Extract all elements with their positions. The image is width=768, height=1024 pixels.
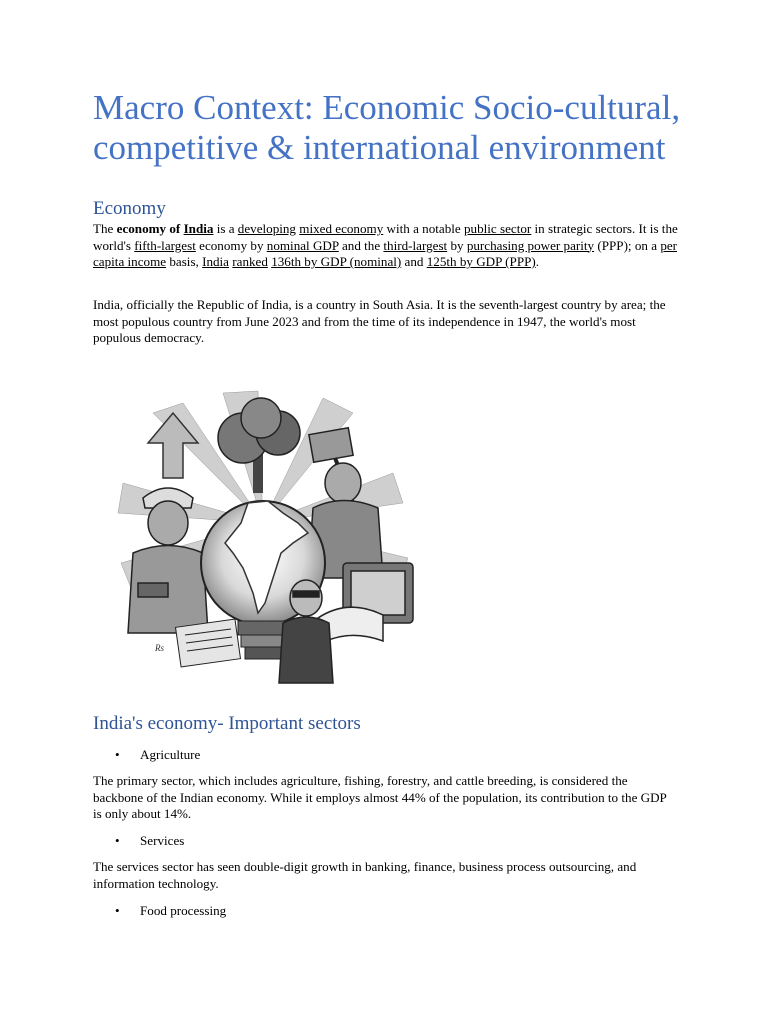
inline-link[interactable]: developing (237, 221, 296, 236)
inline-link[interactable]: India (202, 254, 229, 269)
inline-link[interactable]: India (183, 221, 214, 236)
india-economy-illustration (93, 383, 433, 705)
bullet-label: Food processing (140, 903, 227, 918)
text-run: with a notable (383, 221, 464, 236)
services-paragraph: The services sector has seen double-digit growth in banking, finance, business process outsourcing, and information technology. (93, 859, 637, 891)
inline-link[interactable]: mixed economy (299, 221, 384, 236)
inline-link[interactable]: nominal GDP (266, 237, 339, 253)
economy-paragraph-1 (93, 221, 678, 271)
text-run: and the (338, 237, 384, 253)
bullet-glyph: • (115, 747, 120, 762)
text-run: . (535, 254, 540, 269)
artist-signature: Rs (155, 643, 164, 653)
text-run: and (401, 254, 427, 269)
text-run: basis, (166, 254, 203, 269)
text-run: (PPP); on a (594, 237, 661, 253)
economy-paragraph-2: India, officially the Republic of India, is a country in South Asia. It is the seventh-largest country by area; the most populous country from June 2023 and from the time of its independence in 1947, the world's most populous democracy. (93, 297, 666, 345)
inline-link[interactable]: 125th by GDP (PPP) (426, 254, 536, 269)
text-run: in strategic sectors. It is the world's (93, 221, 678, 253)
inline-link[interactable]: purchasing power parity (466, 237, 595, 253)
inline-link[interactable]: 136th by GDP (nominal) (271, 254, 402, 269)
inline-link[interactable]: third-largest (383, 237, 448, 253)
inline-link[interactable]: public sector (464, 221, 532, 236)
agriculture-paragraph: The primary sector, which includes agriculture, fishing, forestry, and cattle breeding, is considered the backbone of the Indian economy. While it employs almost 44% of the population, its contribution to the GDP is only about 14%. (93, 773, 667, 821)
sectors-heading: India's economy- Important sectors (93, 713, 361, 734)
inline-link[interactable]: fifth-largest (134, 237, 196, 253)
bullet-glyph: • (115, 903, 120, 918)
bullet-agriculture (115, 747, 200, 763)
inline-link[interactable]: per capita income (93, 237, 678, 269)
documents-icon (176, 619, 241, 667)
bullet-food-processing (115, 903, 226, 919)
text-run: economy of (116, 221, 184, 236)
text-run: by (447, 237, 467, 253)
text-run: The (93, 221, 117, 236)
economy-heading: Economy (93, 198, 166, 219)
inline-link[interactable]: ranked (232, 254, 268, 269)
page-title: Macro Context: Economic Socio-cultural, competitive & international environment (93, 88, 681, 167)
bullet-label: Agriculture (140, 747, 201, 762)
bullet-label: Services (140, 833, 185, 848)
text-run: economy by (195, 237, 267, 253)
bullet-services (115, 833, 184, 849)
bullet-glyph: • (115, 833, 120, 848)
text-run: is a (213, 221, 238, 236)
